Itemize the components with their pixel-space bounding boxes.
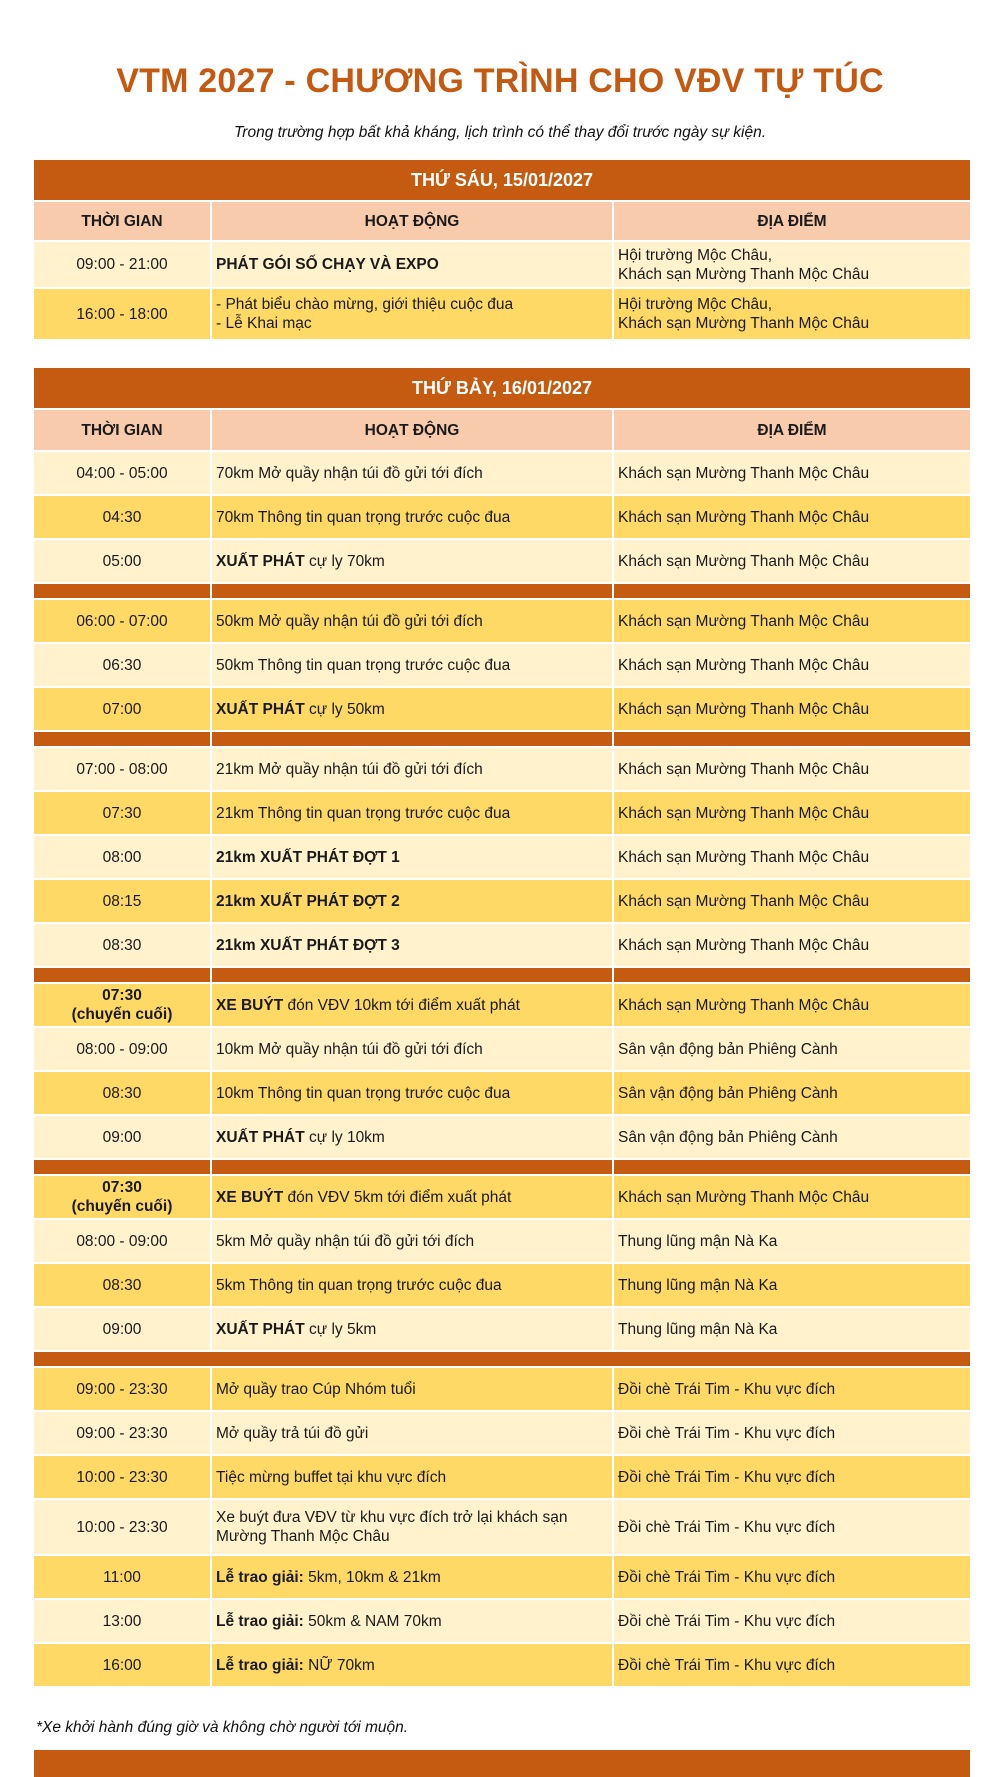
column-header-time: THỜI GIAN (34, 202, 210, 240)
time-line: (chuyến cuối) (71, 1198, 173, 1215)
location-cell: Khách sạn Mường Thanh Mộc Châu (614, 748, 970, 790)
table-row (34, 1072, 970, 1114)
activity-text: 50km & NAM 70km (303, 1612, 442, 1630)
activity-text: NỮ 70km (303, 1656, 375, 1674)
activity-bold-text: Lễ trao giải: (216, 1568, 304, 1586)
table-row (34, 242, 970, 287)
location-cell: Đồi chè Trái Tim - Khu vực đích (614, 1556, 970, 1598)
time-cell: 04:00 - 05:00 (34, 452, 210, 494)
activity-cell (212, 984, 612, 1026)
saturday-schedule-table (34, 368, 970, 1686)
time-cell (34, 1176, 210, 1218)
time-cell: 09:00 - 23:30 (34, 1368, 210, 1410)
activity-cell (212, 242, 612, 287)
location-cell: Đồi chè Trái Tim - Khu vực đích (614, 1500, 970, 1554)
column-header-activity: HOẠT ĐỘNG (212, 410, 612, 450)
location-cell: Khách sạn Mường Thanh Mộc Châu (614, 644, 970, 686)
activity-bold-text: XE BUÝT (216, 996, 284, 1014)
column-header-location: ĐỊA ĐIỂM (614, 202, 970, 240)
activity-line: - Phát biểu chào mừng, giới thiệu cuộc đua (216, 296, 514, 313)
location-line: Hội trường Mộc Châu, (618, 296, 773, 313)
activity-cell (212, 924, 612, 966)
activity-cell (212, 880, 612, 922)
time-cell: 05:00 (34, 540, 210, 582)
activity-cell (212, 688, 612, 730)
location-cell: Thung lũng mận Nà Ka (614, 1264, 970, 1306)
activity-bold-text: Lễ trao giải: (216, 1612, 304, 1630)
time-cell: 08:30 (34, 1072, 210, 1114)
table-row (34, 924, 970, 966)
activity-text: đón VĐV 5km tới điểm xuất phát (283, 1188, 512, 1206)
location-cell: Khách sạn Mường Thanh Mộc Châu (614, 1176, 970, 1218)
page-title: VTM 2027 - CHƯƠNG TRÌNH CHO VĐV TỰ TÚC (116, 62, 884, 100)
activity-cell: Mở quầy trả túi đồ gửi (212, 1412, 612, 1454)
location-cell: Sân vận động bản Phiêng Cành (614, 1116, 970, 1158)
section-separator (34, 1160, 970, 1174)
activity-bold-text: PHÁT GÓI SỐ CHẠY VÀ EXPO (216, 256, 439, 273)
activity-cell: 70km Thông tin quan trọng trước cuộc đua (212, 496, 612, 538)
time-cell: 06:30 (34, 644, 210, 686)
activity-cell: 5km Mở quầy nhận túi đồ gửi tới đích (212, 1220, 612, 1262)
activity-cell: 50km Mở quầy nhận túi đồ gửi tới đích (212, 600, 612, 642)
activity-bold-text: 21km XUẤT PHÁT ĐỢT 2 (216, 892, 400, 910)
activity-cell: 21km Mở quầy nhận túi đồ gửi tới đích (212, 748, 612, 790)
table-row (34, 1456, 970, 1498)
table-row (34, 644, 970, 686)
column-header-time: THỜI GIAN (34, 410, 210, 450)
time-cell: 16:00 - 18:00 (34, 289, 210, 339)
time-cell: 08:00 - 09:00 (34, 1028, 210, 1070)
table-row (34, 1308, 970, 1350)
time-cell: 16:00 (34, 1644, 210, 1686)
activity-cell: 10km Mở quầy nhận túi đồ gửi tới đích (212, 1028, 612, 1070)
table-row (34, 1644, 970, 1686)
time-cell: 09:00 (34, 1116, 210, 1158)
time-cell: 07:30 (34, 792, 210, 834)
table-row (34, 1220, 970, 1262)
table-row (34, 1600, 970, 1642)
activity-text: cự ly 10km (304, 1128, 385, 1146)
time-cell: 07:00 (34, 688, 210, 730)
table-row (34, 1028, 970, 1070)
activity-cell (212, 540, 612, 582)
table-row (34, 1412, 970, 1454)
location-cell: Đồi chè Trái Tim - Khu vực đích (614, 1412, 970, 1454)
time-cell: 07:00 - 08:00 (34, 748, 210, 790)
activity-cell (212, 1600, 612, 1642)
activity-text: cự ly 70km (304, 552, 385, 570)
activity-line: Xe buýt đưa VĐV từ khu vực đích trở lại khách sạn (216, 1509, 568, 1526)
location-cell: Khách sạn Mường Thanh Mộc Châu (614, 540, 970, 582)
activity-bold-text: 21km XUẤT PHÁT ĐỢT 1 (216, 848, 400, 866)
table-row (34, 880, 970, 922)
time-cell: 09:00 - 23:30 (34, 1412, 210, 1454)
time-cell: 08:00 (34, 836, 210, 878)
column-header-row (34, 410, 970, 450)
location-cell: Khách sạn Mường Thanh Mộc Châu (614, 880, 970, 922)
activity-cell (212, 1500, 612, 1554)
activity-cell (212, 1176, 612, 1218)
section-separator (34, 732, 970, 746)
location-cell: Khách sạn Mường Thanh Mộc Châu (614, 688, 970, 730)
table-row (34, 1264, 970, 1306)
activity-cell: Mở quầy trao Cúp Nhóm tuổi (212, 1368, 612, 1410)
saturday-day-header: THỨ BẢY, 16/01/2027 (34, 368, 970, 408)
table-row (34, 452, 970, 494)
location-cell (614, 242, 970, 287)
activity-bold-text: XUẤT PHÁT (216, 700, 305, 718)
activity-cell (212, 289, 612, 339)
location-cell: Khách sạn Mường Thanh Mộc Châu (614, 792, 970, 834)
location-line: Khách sạn Mường Thanh Mộc Châu (618, 265, 870, 283)
bottom-bar (34, 1750, 970, 1777)
activity-cell: 10km Thông tin quan trọng trước cuộc đua (212, 1072, 612, 1114)
location-cell: Đồi chè Trái Tim - Khu vực đích (614, 1456, 970, 1498)
time-cell: 08:15 (34, 880, 210, 922)
activity-bold-text: XUẤT PHÁT (216, 1128, 305, 1146)
activity-cell: 21km Thông tin quan trọng trước cuộc đua (212, 792, 612, 834)
activity-cell: Tiệc mừng buffet tại khu vực đích (212, 1456, 612, 1498)
location-cell: Đồi chè Trái Tim - Khu vực đích (614, 1644, 970, 1686)
activity-text: cự ly 50km (304, 700, 385, 718)
time-cell: 04:30 (34, 496, 210, 538)
column-header-activity: HOẠT ĐỘNG (212, 202, 612, 240)
activity-bold-text: XUẤT PHÁT (216, 552, 305, 570)
table-row (34, 748, 970, 790)
table-row (34, 1556, 970, 1598)
activity-cell: 50km Thông tin quan trọng trước cuộc đua (212, 644, 612, 686)
activity-cell: 70km Mở quầy nhận túi đồ gửi tới đích (212, 452, 612, 494)
section-separator (34, 1352, 970, 1366)
location-cell: Khách sạn Mường Thanh Mộc Châu (614, 600, 970, 642)
location-cell: Khách sạn Mường Thanh Mộc Châu (614, 924, 970, 966)
activity-bold-text: XUẤT PHÁT (216, 1320, 305, 1338)
location-cell: Thung lũng mận Nà Ka (614, 1308, 970, 1350)
table-row (34, 600, 970, 642)
table-row (34, 836, 970, 878)
time-cell: 08:30 (34, 1264, 210, 1306)
activity-cell: 5km Thông tin quan trọng trước cuộc đua (212, 1264, 612, 1306)
friday-day-header: THỨ SÁU, 15/01/2027 (34, 160, 970, 200)
activity-bold-text: Lễ trao giải: (216, 1656, 304, 1674)
location-cell: Khách sạn Mường Thanh Mộc Châu (614, 836, 970, 878)
time-cell: 10:00 - 23:30 (34, 1456, 210, 1498)
time-line: 07:30 (102, 1179, 142, 1196)
time-cell: 13:00 (34, 1600, 210, 1642)
table-row (34, 289, 970, 339)
activity-cell (212, 1308, 612, 1350)
activity-cell (212, 1116, 612, 1158)
location-cell: Đồi chè Trái Tim - Khu vực đích (614, 1368, 970, 1410)
time-cell: 06:00 - 07:00 (34, 600, 210, 642)
time-line: (chuyến cuối) (71, 1006, 173, 1023)
activity-text: 5km, 10km & 21km (303, 1568, 441, 1586)
location-cell: Sân vận động bản Phiêng Cành (614, 1072, 970, 1114)
location-line: Hội trường Mộc Châu, (618, 246, 773, 264)
location-cell (614, 289, 970, 339)
activity-cell (212, 836, 612, 878)
time-cell: 08:30 (34, 924, 210, 966)
location-line: Khách sạn Mường Thanh Mộc Châu (618, 315, 870, 332)
footnote: *Xe khởi hành đúng giờ và không chờ người tới muộn. (36, 1719, 409, 1736)
section-separator (34, 584, 970, 598)
time-cell: 10:00 - 23:30 (34, 1500, 210, 1554)
location-cell: Thung lũng mận Nà Ka (614, 1220, 970, 1262)
time-cell: 09:00 - 21:00 (34, 242, 210, 287)
column-header-row (34, 202, 970, 240)
location-cell: Khách sạn Mường Thanh Mộc Châu (614, 496, 970, 538)
location-cell: Đồi chè Trái Tim - Khu vực đích (614, 1600, 970, 1642)
table-row (34, 496, 970, 538)
activity-bold-text: XE BUÝT (216, 1188, 284, 1206)
section-separator (34, 968, 970, 982)
table-row (34, 1116, 970, 1158)
location-cell: Sân vận động bản Phiêng Cành (614, 1028, 970, 1070)
activity-cell (212, 1556, 612, 1598)
activity-text: đón VĐV 10km tới điểm xuất phát (283, 996, 520, 1014)
table-row (34, 540, 970, 582)
time-line: 07:30 (102, 987, 142, 1004)
table-row (34, 1368, 970, 1410)
activity-cell (212, 1644, 612, 1686)
table-row (34, 1176, 970, 1218)
table-row (34, 792, 970, 834)
table-row (34, 1500, 970, 1554)
activity-line: - Lễ Khai mạc (216, 315, 312, 332)
time-cell (34, 984, 210, 1026)
location-cell: Khách sạn Mường Thanh Mộc Châu (614, 984, 970, 1026)
page-subtitle: Trong trường hợp bất khả kháng, lịch trình có thể thay đổi trước ngày sự kiện. (233, 124, 767, 141)
location-cell: Khách sạn Mường Thanh Mộc Châu (614, 452, 970, 494)
activity-line: Mường Thanh Mộc Châu (216, 1528, 390, 1545)
activity-bold-text: 21km XUẤT PHÁT ĐỢT 3 (216, 936, 400, 954)
table-row (34, 688, 970, 730)
activity-text: cự ly 5km (304, 1320, 377, 1338)
time-cell: 09:00 (34, 1308, 210, 1350)
column-header-location: ĐỊA ĐIỂM (614, 410, 970, 450)
friday-schedule-table (34, 160, 970, 339)
table-row (34, 984, 970, 1026)
time-cell: 11:00 (34, 1556, 210, 1598)
time-cell: 08:00 - 09:00 (34, 1220, 210, 1262)
